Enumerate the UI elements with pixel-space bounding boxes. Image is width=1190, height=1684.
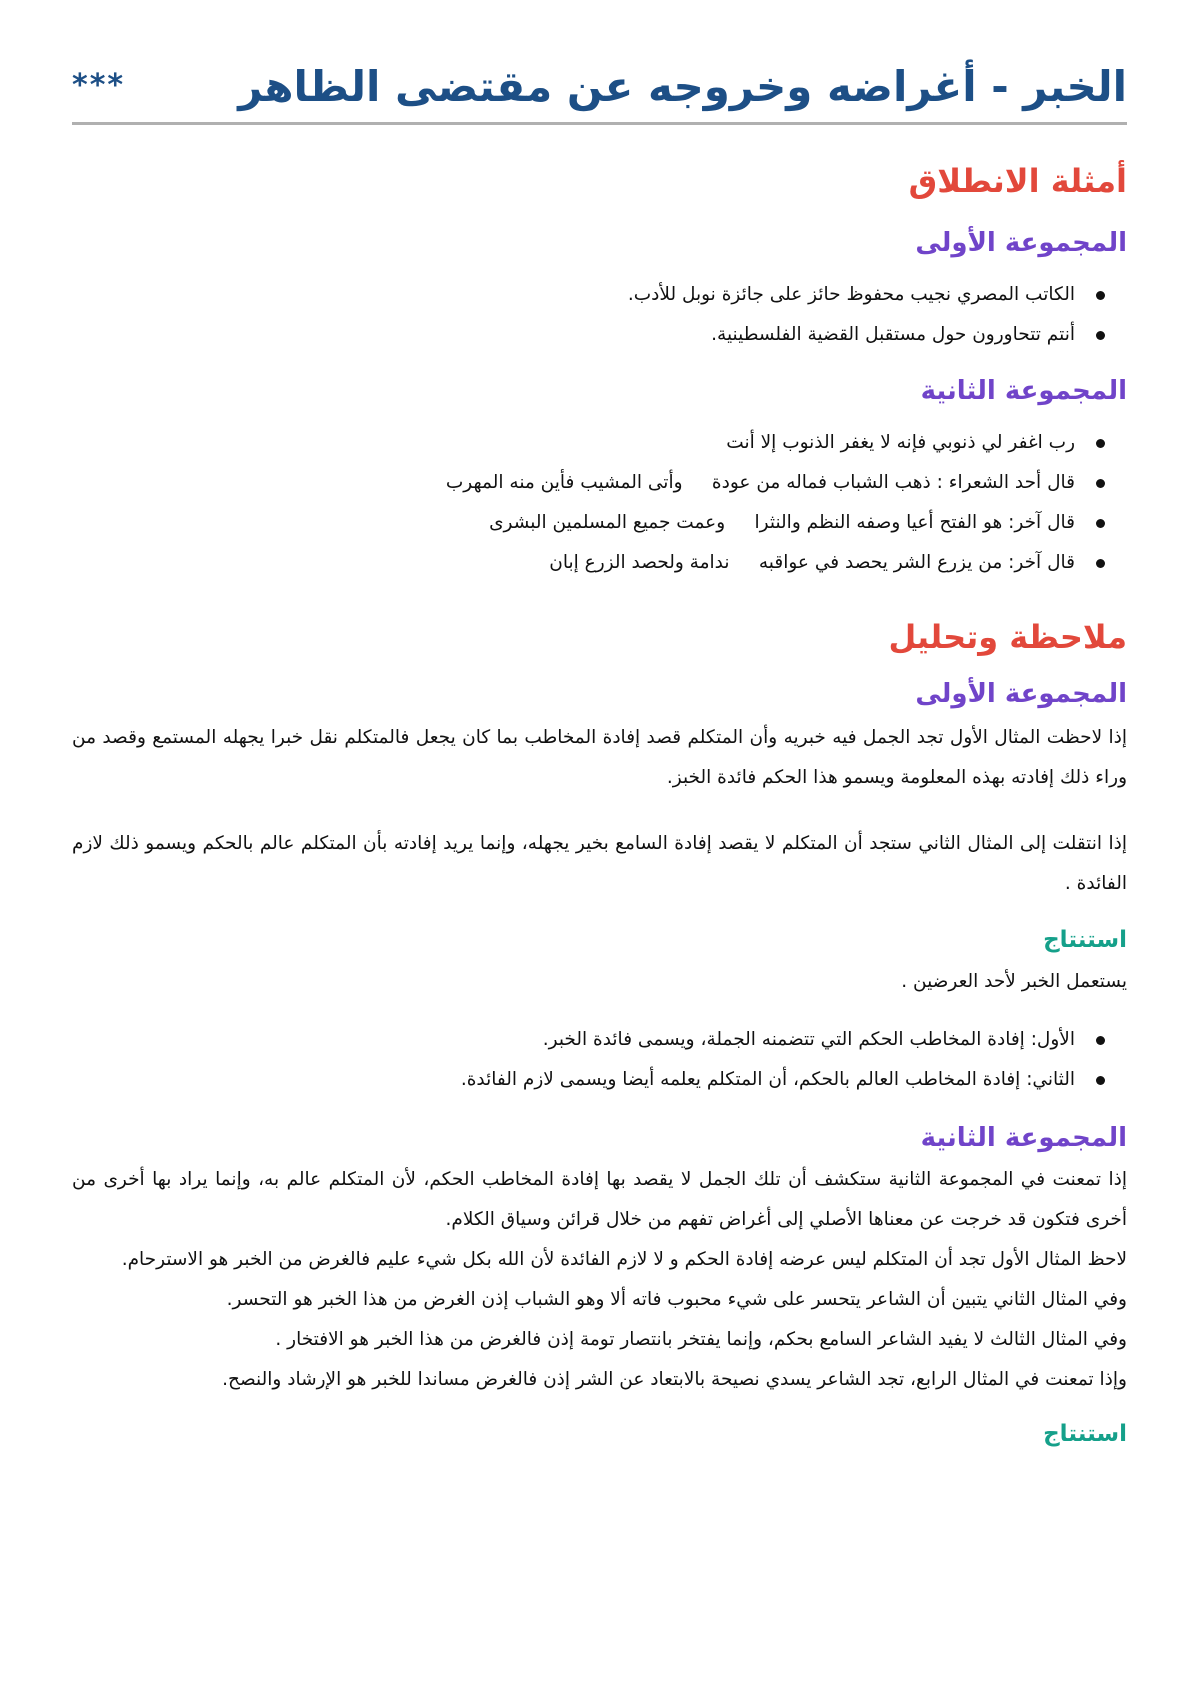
list-item: قال آخر: من يزرع الشر يحصد في عواقبه ندامة ولحصد الزرع إبان <box>72 543 1127 583</box>
analysis-paragraph: وفي المثال الثاني يتبين أن الشاعر يتحسر على شيء محبوب فاته ألا وهو الشباب إذن الغرض من هذا الخبر هو التحسر. <box>226 1288 1127 1310</box>
group-title-1: المجموعة الأولى <box>915 227 1127 258</box>
analysis-paragraph: لاحظ المثال الأول تجد أن المتكلم ليس عرضه إفادة الحكم و لا لازم الفائدة لأن الله بكل شيء عليم فالغرض من الخبر هو الاسترحام. <box>121 1248 1127 1270</box>
section-title-starter: أمثلة الانطلاق <box>908 162 1127 201</box>
analysis-paragraph: إذا انتقلت إلى المثال الثاني ستجد أن المتكلم لا يقصد إفادة السامع بخير يجهله، وإنما يريد إفادته بأن المتكلم عالم بالحكم ويسمو ذلك لازم الفائدة . <box>72 832 1127 894</box>
list-item: أنتم تتحاورون حول مستقبل القضية الفلسطينية. <box>72 315 1127 355</box>
list-item: قال آخر: هو الفتح أعيا وصفه النظم والنثرا وعمت جميع المسلمين البشرى <box>72 503 1127 543</box>
conclusion-title: استنتاج <box>1043 926 1127 953</box>
analysis-paragraph: وإذا تمعنت في المثال الرابع، تجد الشاعر يسدي نصيحة بالابتعاد عن الشر إذن فالغرض مساندا للخبر هو الإرشاد والنصح. <box>222 1368 1127 1390</box>
starter-group2-list <box>72 423 1127 583</box>
conclusion-title: استنتاج <box>1043 1420 1127 1447</box>
list-item: الثاني: إفادة المخاطب العالم بالحكم، أن المتكلم يعلمه أيضا ويسمى لازم الفائدة. <box>72 1060 1127 1100</box>
analysis-paragraph: إذا لاحظت المثال الأول تجد الجمل فيه خبريه وأن المتكلم قصد إفادة المخاطب بما كان يجعل فالمتكلم نقل خبرا يجهله المستمع وقصد من وراء ذلك إفادته بهذه المعلومة ويسمو هذا الحكم فائدة الخبز. <box>72 726 1127 788</box>
conclusion-intro: يستعمل الخبر لأحد العرضين . <box>901 970 1127 992</box>
conclusion-list <box>72 1020 1127 1100</box>
group-title-2: المجموعة الثانية <box>920 1122 1127 1153</box>
analysis-paragraph: وفي المثال الثالث لا يفيد الشاعر السامع بحكم، وإنما يفتخر بانتصار تومة إذن فالغرض من هذا الخبر هو الافتخار . <box>275 1328 1127 1350</box>
group-title-1: المجموعة الأولى <box>915 679 1127 710</box>
decorative-stars: *** <box>72 68 126 104</box>
section-title-analysis: ملاحظة وتحليل <box>888 617 1127 656</box>
document-header <box>72 62 1127 125</box>
list-item: رب اغفر لي ذنوبي فإنه لا يغفر الذنوب إلا أنت <box>72 423 1127 463</box>
document-page <box>72 0 1127 1450</box>
document-title: الخبر - أغراضه وخروجه عن مقتضى الظاهر <box>238 62 1127 111</box>
group-title-2: المجموعة الثانية <box>920 375 1127 406</box>
list-item: قال أحد الشعراء : ذهب الشباب فماله من عودة وأتى المشيب فأين منه المهرب <box>72 463 1127 503</box>
list-item: الأول: إفادة المخاطب الحكم التي تتضمنه الجملة، ويسمى فائدة الخبر. <box>72 1020 1127 1060</box>
list-item: الكاتب المصري نجيب محفوظ حائز على جائزة نوبل للأدب. <box>72 275 1127 315</box>
analysis-paragraph: إذا تمعنت في المجموعة الثانية ستكشف أن تلك الجمل لا يقصد بها إفادة المخاطب الحكم، لأن المتكلم عالم به، وإنما يراد بها أخرى من أخرى فتكون قد خرجت عن معناها الأصلي إلى أغراض تفهم من خلال قرائن وسياق الكلام. <box>72 1168 1127 1230</box>
starter-group1-list <box>72 275 1127 355</box>
